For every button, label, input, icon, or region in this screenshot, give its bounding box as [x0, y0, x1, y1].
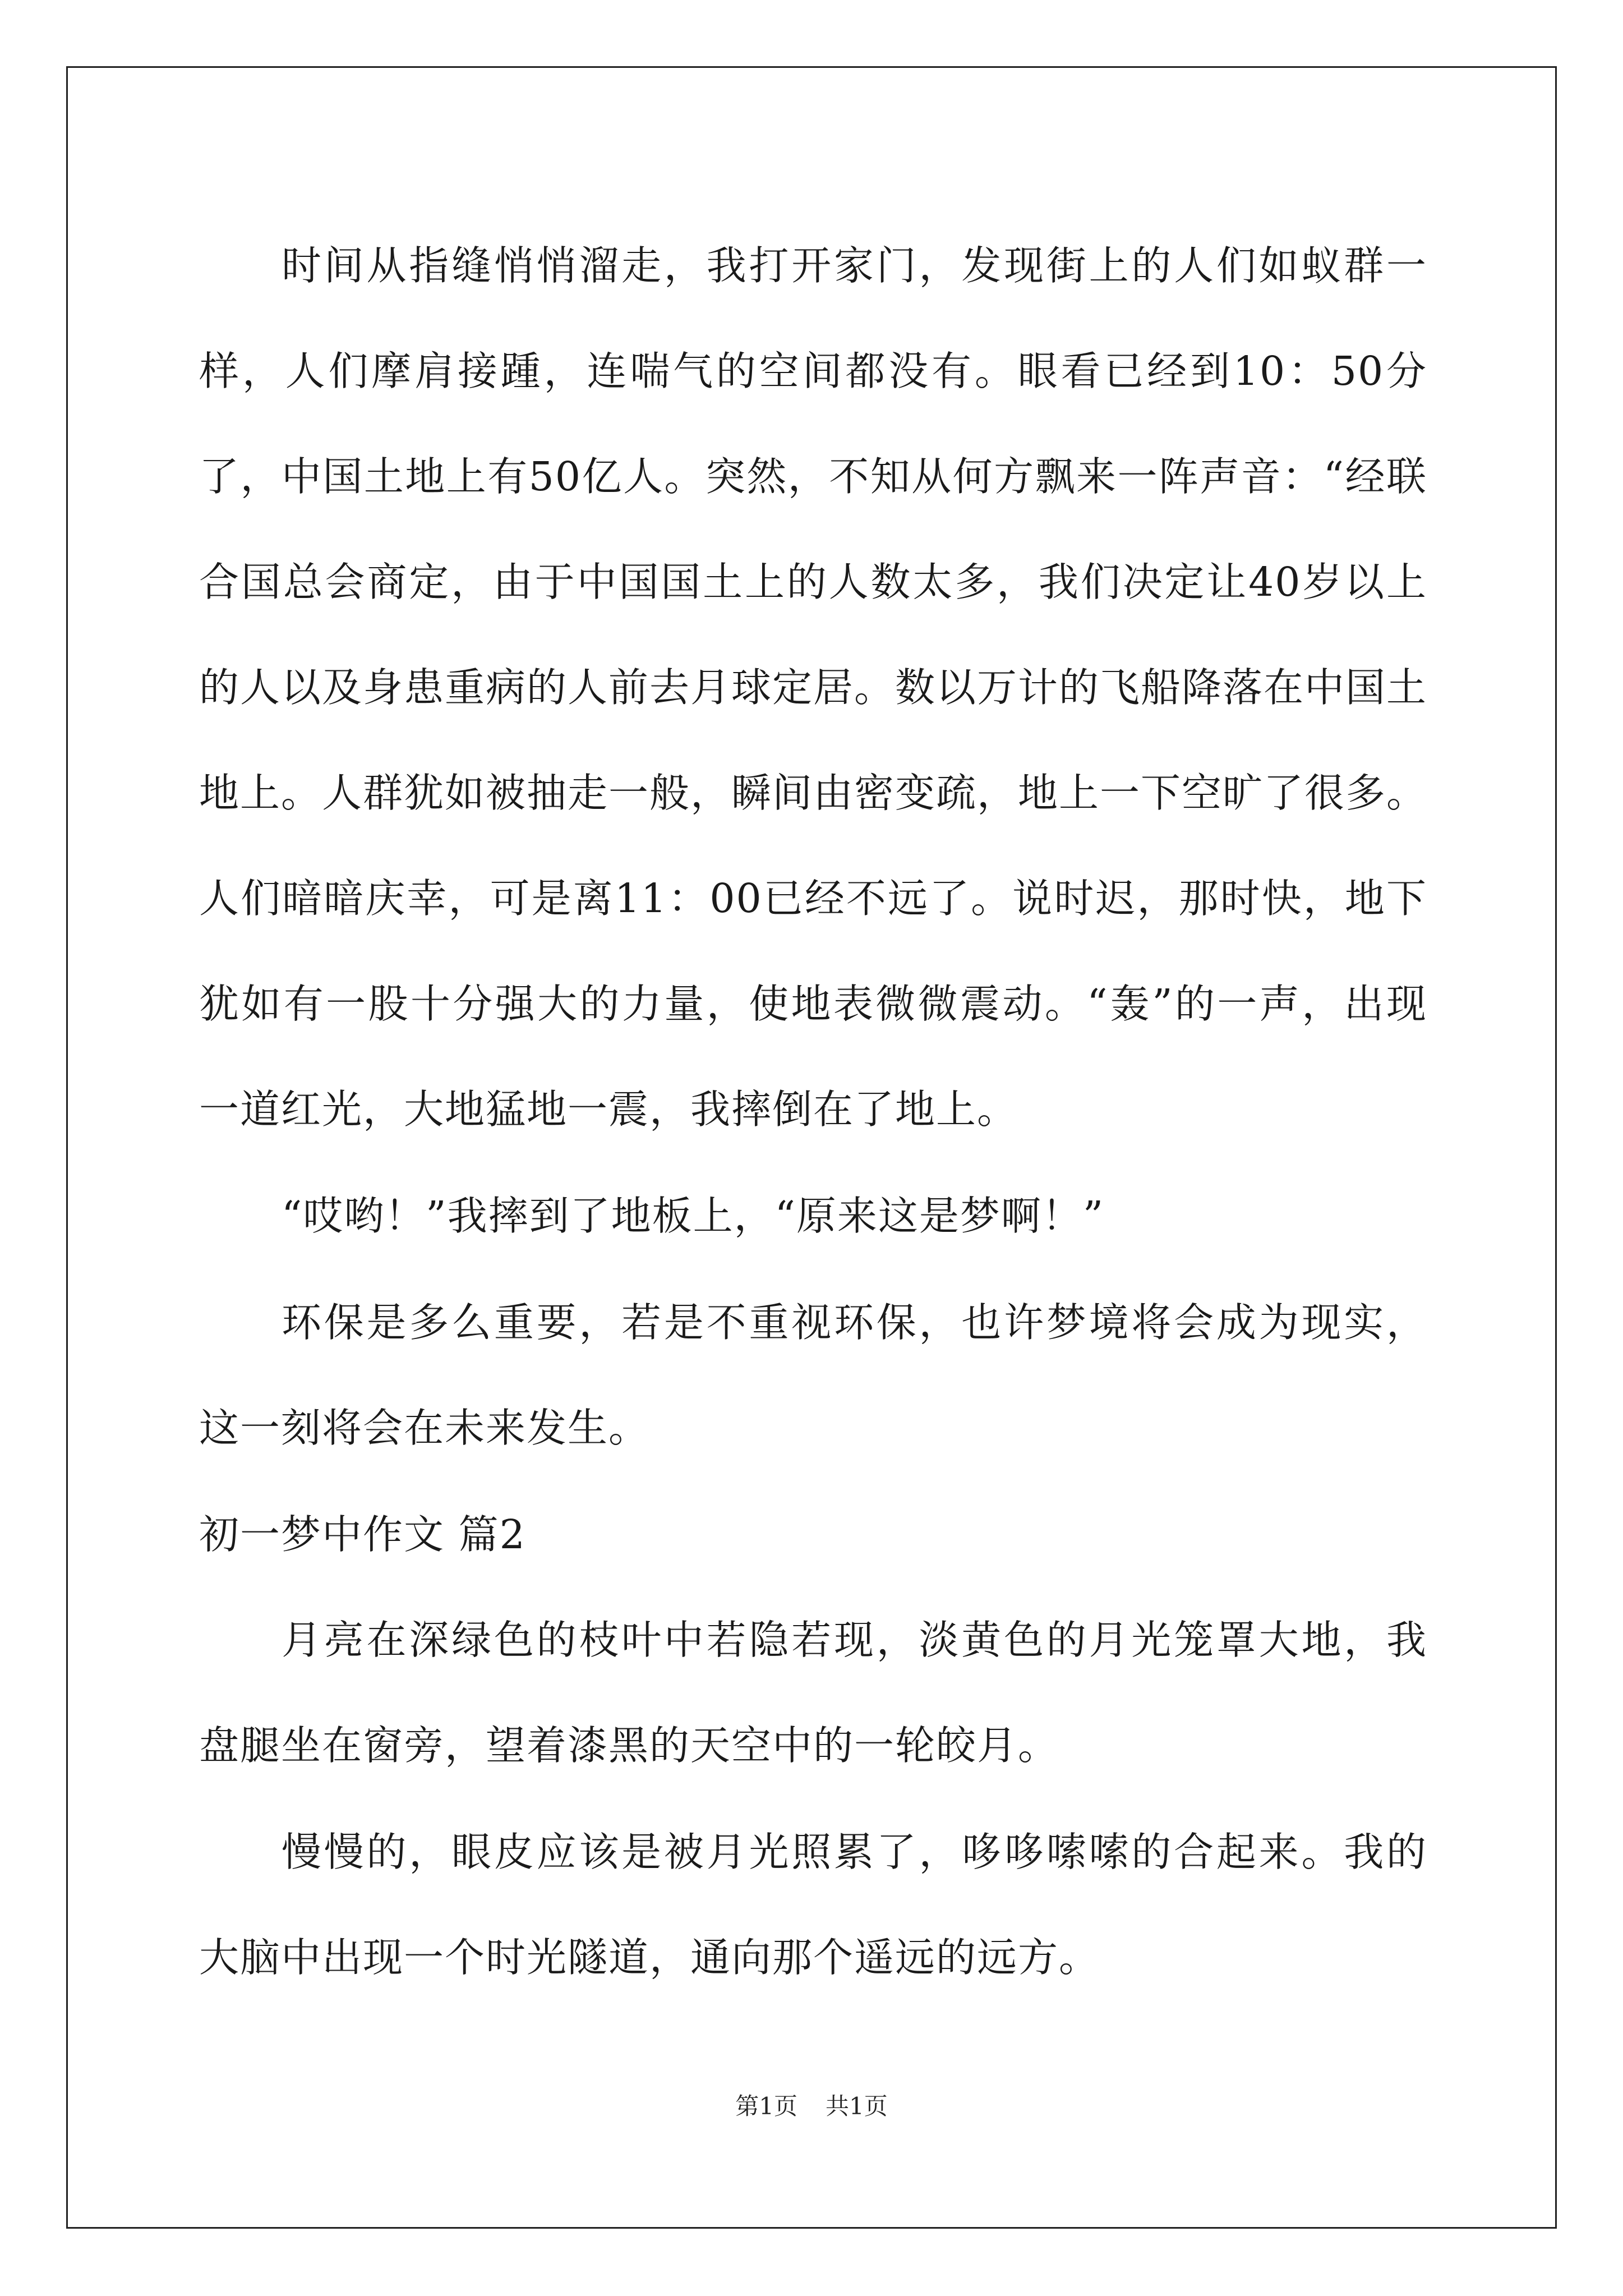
paragraph-dream-crowd: 时间从指缝悄悄溜走，我打开家门，发现街上的人们如蚁群一样，人们摩肩接踵，连喘气的空间都没有。眼看已经到10：50分了，中国土地上有50亿人。突然，不知从何方飘来一阵声音：“经联合国总会商定，由于中国国土上的人数太多，我们决定让40岁以上的人以及身患重病的人前去月球定居。数以万计的飞船降落在中国土地上。人群犹如被抽走一般，瞬间由密变疏，地上一下空旷了很多。人们暗暗庆幸，可是离11：00已经不远了。说时迟，那时快，地下犹如有一股十分强大的力量，使地表微微震动。“轰”的一声，出现一道红光，大地猛地一震，我摔倒在了地上。 [199, 242, 1428, 1133]
paragraph-time-tunnel: 慢慢的，眼皮应该是被月光照累了，哆哆嗦嗦的合起来。我的大脑中出现一个时光隧道，通向那个遥远的远方。 [199, 1829, 1427, 1981]
paragraph-moonlight: 月亮在深绿色的枝叶中若隐若现，淡黄色的月光笼罩大地，我盘腿坐在窗旁，望着漆黑的天空中的一轮皎月。 [199, 1617, 1427, 1769]
page-number-total: 共1页 [826, 2092, 888, 2120]
section-heading: 初一梦中作文 篇2 [199, 1511, 526, 1558]
paragraph-wake-up: “哎哟！”我摔到了地板上，“原来这是梦啊！” [282, 1193, 1105, 1239]
document-body [199, 213, 1427, 2012]
page-number-current: 第1页 [735, 2092, 797, 2120]
page-footer [0, 2090, 1623, 2123]
paragraph-environment: 环保是多么重要，若是不重视环保，也许梦境将会成为现实，这一刻将会在未来发生。 [199, 1299, 1427, 1451]
